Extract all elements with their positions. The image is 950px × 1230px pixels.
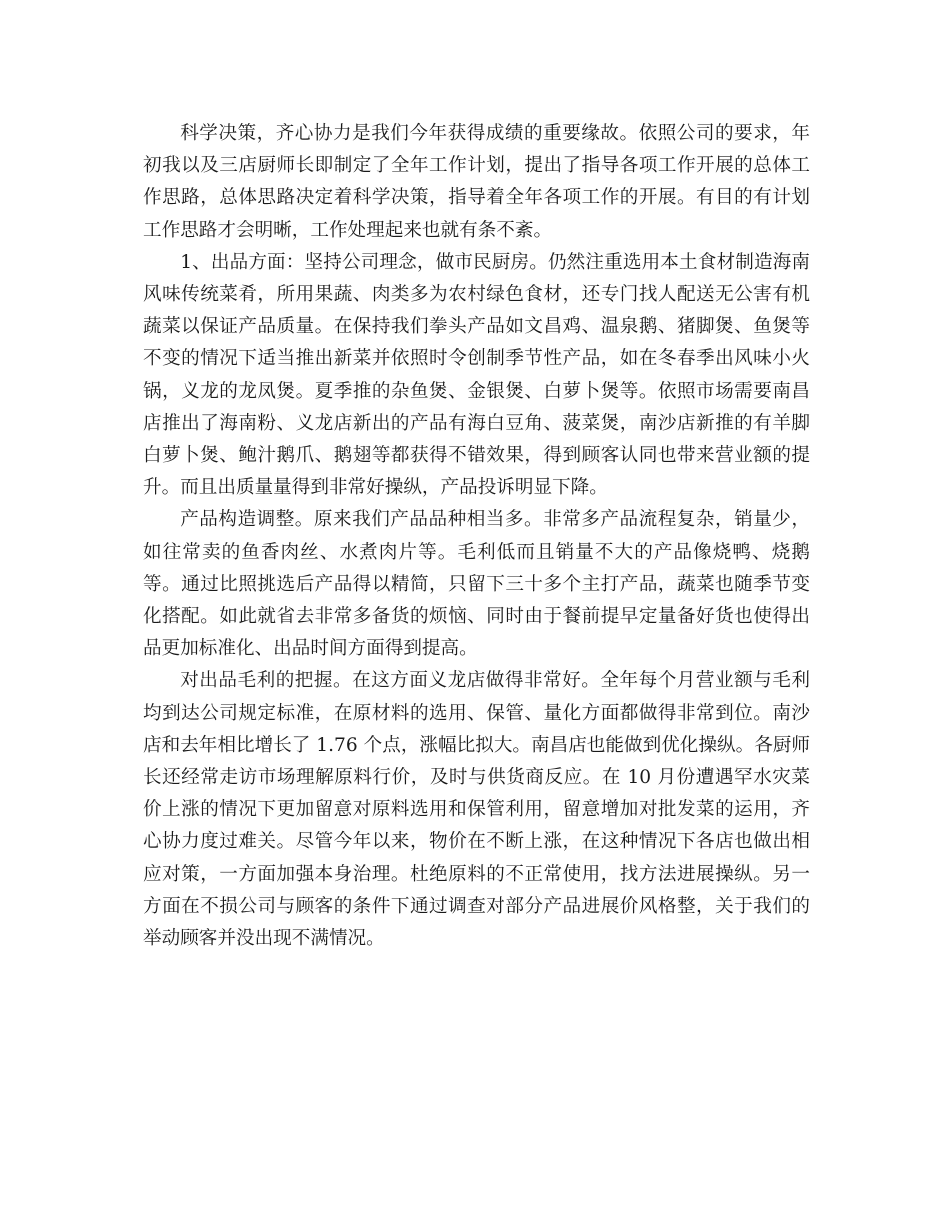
paragraph-product-output: 1、出品方面：坚持公司理念，做市民厨房。仍然注重选用本土食材制造海南风味传统菜肴，所用果蔬、肉类多为农村绿色食材，还专门找人配送无公害有机蔬菜以保证产品质量。在保持我们拳头产品如文昌鸡、温泉鹅、猪脚煲、鱼煲等不变的情况下适当推出新菜并依照时令创制季节性产品，如在冬春季出风味小火锅，义龙的龙凤煲。夏季推的杂鱼煲、金银煲、白萝卜煲等。依照市场需要南昌店推出了海南粉、义龙店新出的产品有海白豆角、菠菜煲，南沙店新推的有羊脚白萝卜煲、鲍汁鹅爪、鹅翅等都获得不错效果，得到顾客认同也带来营业额的提升。而且出质量量得到非常好操纵，产品投诉明显下降。 [143, 251, 810, 499]
document-page [143, 118, 810, 955]
paragraph-product-structure: 产品构造调整。原来我们产品品种相当多。非常多产品流程复杂，销量少，如往常卖的鱼香肉丝、水煮肉片等。毛利低而且销量不大的产品像烧鸭、烧鹅等。通过比照挑选后产品得以精简，只留下三十多个主打产品，蔬菜也随季节变化搭配。如此就省去非常多备货的烦恼、同时由于餐前提早定量备好货也使得出品更加标准化、出品时间方面得到提高。 [143, 509, 810, 660]
paragraph-decision-making: 科学决策，齐心协力是我们今年获得成绩的重要缘故。依照公司的要求，年初我以及三店厨师长即制定了全年工作计划，提出了指导各项工作开展的总体工作思路，总体思路决定着科学决策，指导着全年各项工作的开展。有目的有计划工作思路才会明晰，工作处理起来也就有条不紊。 [143, 123, 810, 241]
paragraph-gross-margin: 对出品毛利的把握。在这方面义龙店做得非常好。全年每个月营业额与毛利均到达公司规定标准，在原材料的选用、保管、量化方面都做得非常到位。南沙店和去年相比增长了 1.76 个点，涨幅比拟大。南昌店也能做到优化操纵。各厨师长还经常走访市场理解原料行价，及时与供货商反应。在 10 月份遭遇罕水灾菜价上涨的情况下更加留意对原料选用和保管利用，留意增加对批发菜的运用，齐心协力度过难关。尽管今年以来，物价在不断上涨，在这种情况下各店也做出相应对策，一方面加强本身治理。杜绝原料的不正常使用，找方法进展操纵。另一方面在不损公司与顾客的条件下通过调查对部分产品进展价风格整，关于我们的举动顾客并没出现不满情况。 [143, 670, 810, 950]
